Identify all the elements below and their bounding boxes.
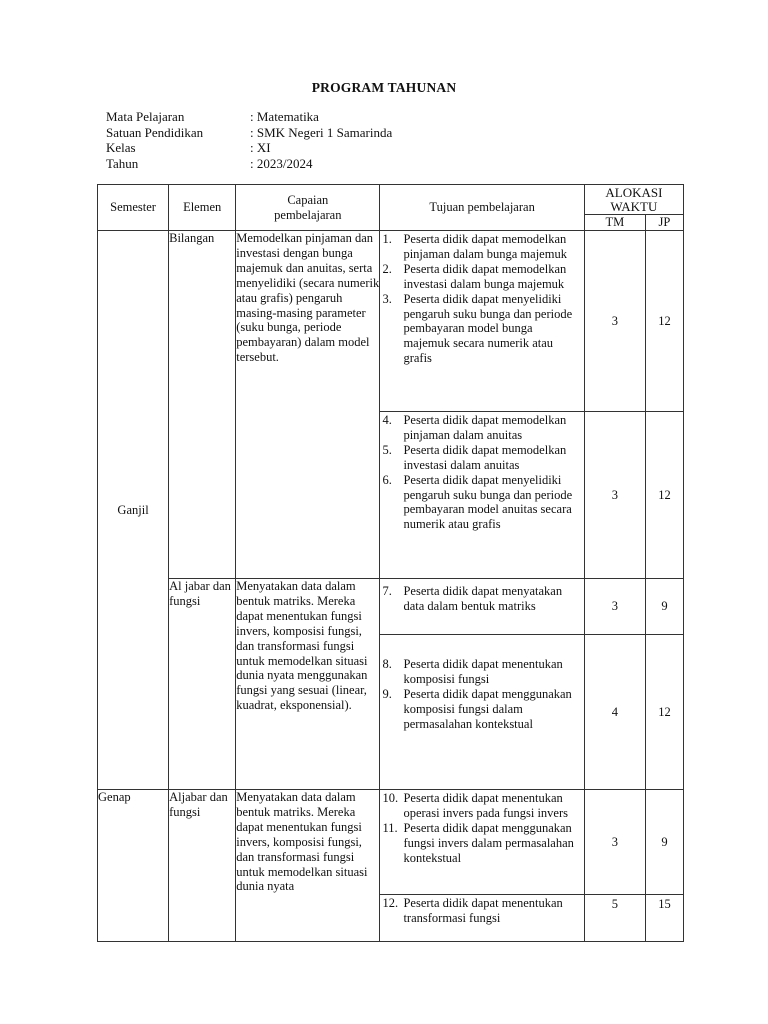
- info-value: : 2023/2024: [250, 155, 313, 171]
- tujuan-group-1: [380, 231, 584, 412]
- elemen-bilangan: Bilangan: [169, 231, 236, 579]
- elemen-aljabar: Al jabar dan fungsi: [169, 579, 236, 790]
- info-label: Satuan Pendidikan: [106, 124, 204, 140]
- tujuan-group-2: [380, 412, 584, 579]
- tujuan-item: 2. Peserta didik dapat memodelkan investasi dalam bunga majemuk: [382, 261, 567, 291]
- header-alokasi: ALOKASI WAKTU: [584, 185, 683, 215]
- info-row-school: [106, 125, 392, 141]
- tujuan-item: 7. Peserta didik dapat menyatakan data dalam bentuk matriks: [382, 584, 563, 613]
- info-label: Tahun: [106, 155, 139, 171]
- jp-value: 12: [645, 412, 683, 579]
- jp-value: 9: [645, 790, 683, 895]
- tujuan-group-6: [380, 895, 584, 942]
- header-capaian: Capaian pembelajaran: [236, 185, 380, 231]
- header-tm: TM: [584, 215, 645, 231]
- tujuan-item: 8. Peserta didik dapat menentukan komposisi fungsi: [382, 657, 563, 686]
- capaian-aljabar: Menyatakan data dalam bentuk matriks. Mereka dapat menentukan fungsi invers, komposisi fungsi, dan transformasi fungsi untuk memodelkan situasi dunia nyata menggunakan fungsi yang sesuai (linear, kuadrat, eksponensial).: [236, 579, 380, 790]
- tujuan-group-5: [380, 790, 584, 895]
- tm-value: 5: [584, 895, 645, 942]
- tujuan-item: 9. Peserta didik dapat menggunakan komposisi fungsi dalam permasalahan kontekstual: [382, 686, 572, 731]
- jp-value: 12: [645, 635, 683, 790]
- tujuan-item: 6. Peserta didik dapat menyelidiki pengaruh suku bunga dan periode pembayaran model anuitas secara numerik atau grafis: [382, 472, 573, 532]
- elemen-aljabar-genap: Aljabar dan fungsi: [169, 790, 236, 942]
- tm-value: 3: [584, 412, 645, 579]
- info-label: Mata Pelajaran: [106, 109, 185, 124]
- tujuan-item: 4. Peserta didik dapat memodelkan pinjaman dalam anuitas: [382, 413, 567, 442]
- info-value: : SMK Negeri 1 Samarinda: [250, 124, 393, 140]
- header-jp: JP: [645, 215, 683, 231]
- tujuan-group-4: [380, 635, 584, 790]
- tujuan-item: 11. Peserta didik dapat menggunakan fungsi invers dalam permasalahan kontekstual: [382, 820, 574, 865]
- program-table: [97, 184, 684, 942]
- tm-value: 3: [584, 579, 645, 635]
- tujuan-group-3: [380, 579, 584, 635]
- capaian-bilangan: Memodelkan pinjaman dan investasi dengan bunga majemuk dan anuitas, serta menyelidiki (secara numerik atau grafis) pengaruh masing-masing parameter (suku bunga, periode pembayaran) dalam model tersebut.: [236, 231, 380, 579]
- jp-value: 15: [645, 895, 683, 942]
- tm-value: 3: [584, 231, 645, 412]
- tujuan-item: 12. Peserta didik dapat menentukan transformasi fungsi: [382, 896, 563, 925]
- info-block: [106, 109, 392, 171]
- tm-value: 3: [584, 790, 645, 895]
- header-semester: Semester: [98, 185, 169, 231]
- info-value: : XI: [250, 140, 271, 155]
- capaian-aljabar-genap: Menyatakan data dalam bentuk matriks. Mereka dapat menentukan fungsi invers, komposisi fungsi, dan transformasi fungsi untuk memodelkan situasi dunia nyata: [236, 790, 380, 942]
- tujuan-item: 5. Peserta didik dapat memodelkan investasi dalam anuitas: [382, 442, 567, 472]
- info-row-class: [106, 140, 392, 156]
- tm-value: 4: [584, 635, 645, 790]
- tujuan-item: 1. Peserta didik dapat memodelkan pinjaman dalam bunga majemuk: [382, 232, 567, 261]
- jp-value: 9: [645, 579, 683, 635]
- jp-value: 12: [645, 231, 683, 412]
- info-row-subject: [106, 109, 392, 125]
- tujuan-item: 3. Peserta didik dapat menyelidiki pengaruh suku bunga dan periode pembayaran model bunga majemuk secara numerik atau grafis: [382, 291, 573, 366]
- header-elemen: Elemen: [169, 185, 236, 231]
- semester-genap: Genap: [98, 790, 169, 942]
- info-value: : Matematika: [250, 109, 319, 124]
- document-title: PROGRAM TAHUNAN: [311, 80, 457, 95]
- info-label: Kelas: [106, 140, 136, 155]
- info-row-year: [106, 156, 392, 172]
- semester-ganjil: Ganjil: [98, 231, 169, 790]
- header-tujuan: Tujuan pembelajaran: [380, 185, 584, 231]
- tujuan-item: 10. Peserta didik dapat menentukan operasi invers pada fungsi invers: [382, 791, 568, 820]
